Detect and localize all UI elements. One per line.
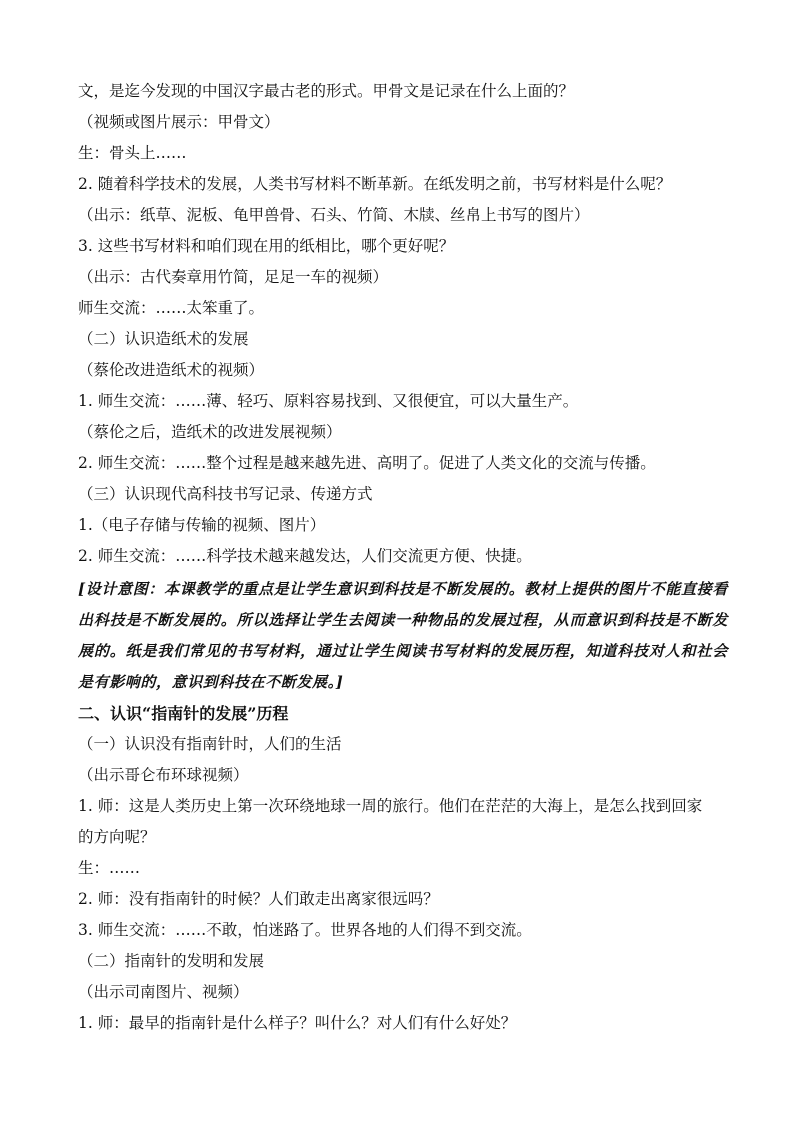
text-line: （蔡伦之后，造纸术的改进发展视频）	[78, 423, 342, 441]
text-line: 师生交流：……太笨重了。	[78, 299, 265, 317]
text-line: 3. 师生交流：……不敢，怕迷路了。世界各地的人们得不到交流。	[78, 921, 532, 939]
subheading: （二）指南针的发明和发展	[78, 952, 265, 970]
text-line: （蔡伦改进造纸术的视频）	[78, 361, 265, 379]
text-line: 生：……	[78, 859, 141, 877]
subheading: （三）认识现代高科技书写记录、传递方式	[78, 485, 373, 503]
text-line: 2. 师生交流：……科学技术越来越发达，人们交流更方便、快捷。	[78, 547, 532, 565]
text-line: 1. 师生交流：……薄、轻巧、原料容易找到、又很便宜，可以大量生产。	[78, 392, 579, 410]
subheading: （一）认识没有指南针时，人们的生活	[78, 735, 342, 753]
text-line: 2. 师生交流：……整个过程是越来越先进、高明了。促进了人类文化的交流与传播。	[78, 454, 656, 472]
text-line: （出示哥仑布环球视频）	[78, 766, 249, 784]
text-line: 文，是迄今发现的中国汉字最古老的形式。甲骨文是记录在什么上面的？	[78, 82, 575, 100]
text-line: 3. 这些书写材料和咱们现在用的纸相比，哪个更好呢？	[78, 237, 455, 255]
text-line: 1. 师：最早的指南针是什么样子？叫什么？对人们有什么好处？	[78, 1014, 517, 1032]
text-line: 1. 师：这是人类历史上第一次环绕地球一周的旅行。他们在茫茫的大海上，是怎么找到回家	[78, 797, 703, 815]
text-line: 1.（电子存储与传输的视频、图片）	[78, 516, 326, 534]
section-heading: 二、认识“指南针的发展”历程	[78, 704, 289, 723]
text-line: 2. 随着科学技术的发展，人类书写材料不断革新。在纸发明之前，书写材料是什么呢？	[78, 175, 672, 193]
text-line: 的方向呢？	[78, 828, 156, 846]
design-intent-note: [设计意图：本课教学的重点是让学生意识到科技是不断发展的。教材上提供的图片不能直接看出科技是不断发展的。所以选择让学生去阅读一种物品的发展过程，从而意识到科技是不断发展的。纸是我们常见的书写材料，通过让学生阅读书写材料的发展历程，知道科技对人和社会是有影响的，意识到科技在不断发展。]	[78, 580, 728, 691]
text-line: （出示：古代奏章用竹简，足足一车的视频）	[78, 268, 389, 286]
text-line: （视频或图片展示：甲骨文）	[78, 113, 280, 131]
text-line: 生：骨头上……	[78, 144, 187, 162]
text-line: （出示：纸草、泥板、龟甲兽骨、石头、竹简、木牍、丝帛上书写的图片）	[78, 206, 590, 224]
subheading: （二）认识造纸术的发展	[78, 330, 249, 348]
document-body	[78, 76, 728, 1039]
text-line: （出示司南图片、视频）	[78, 983, 249, 1001]
text-line: 2. 师：没有指南针的时候？人们敢走出离家很远吗？	[78, 890, 439, 908]
